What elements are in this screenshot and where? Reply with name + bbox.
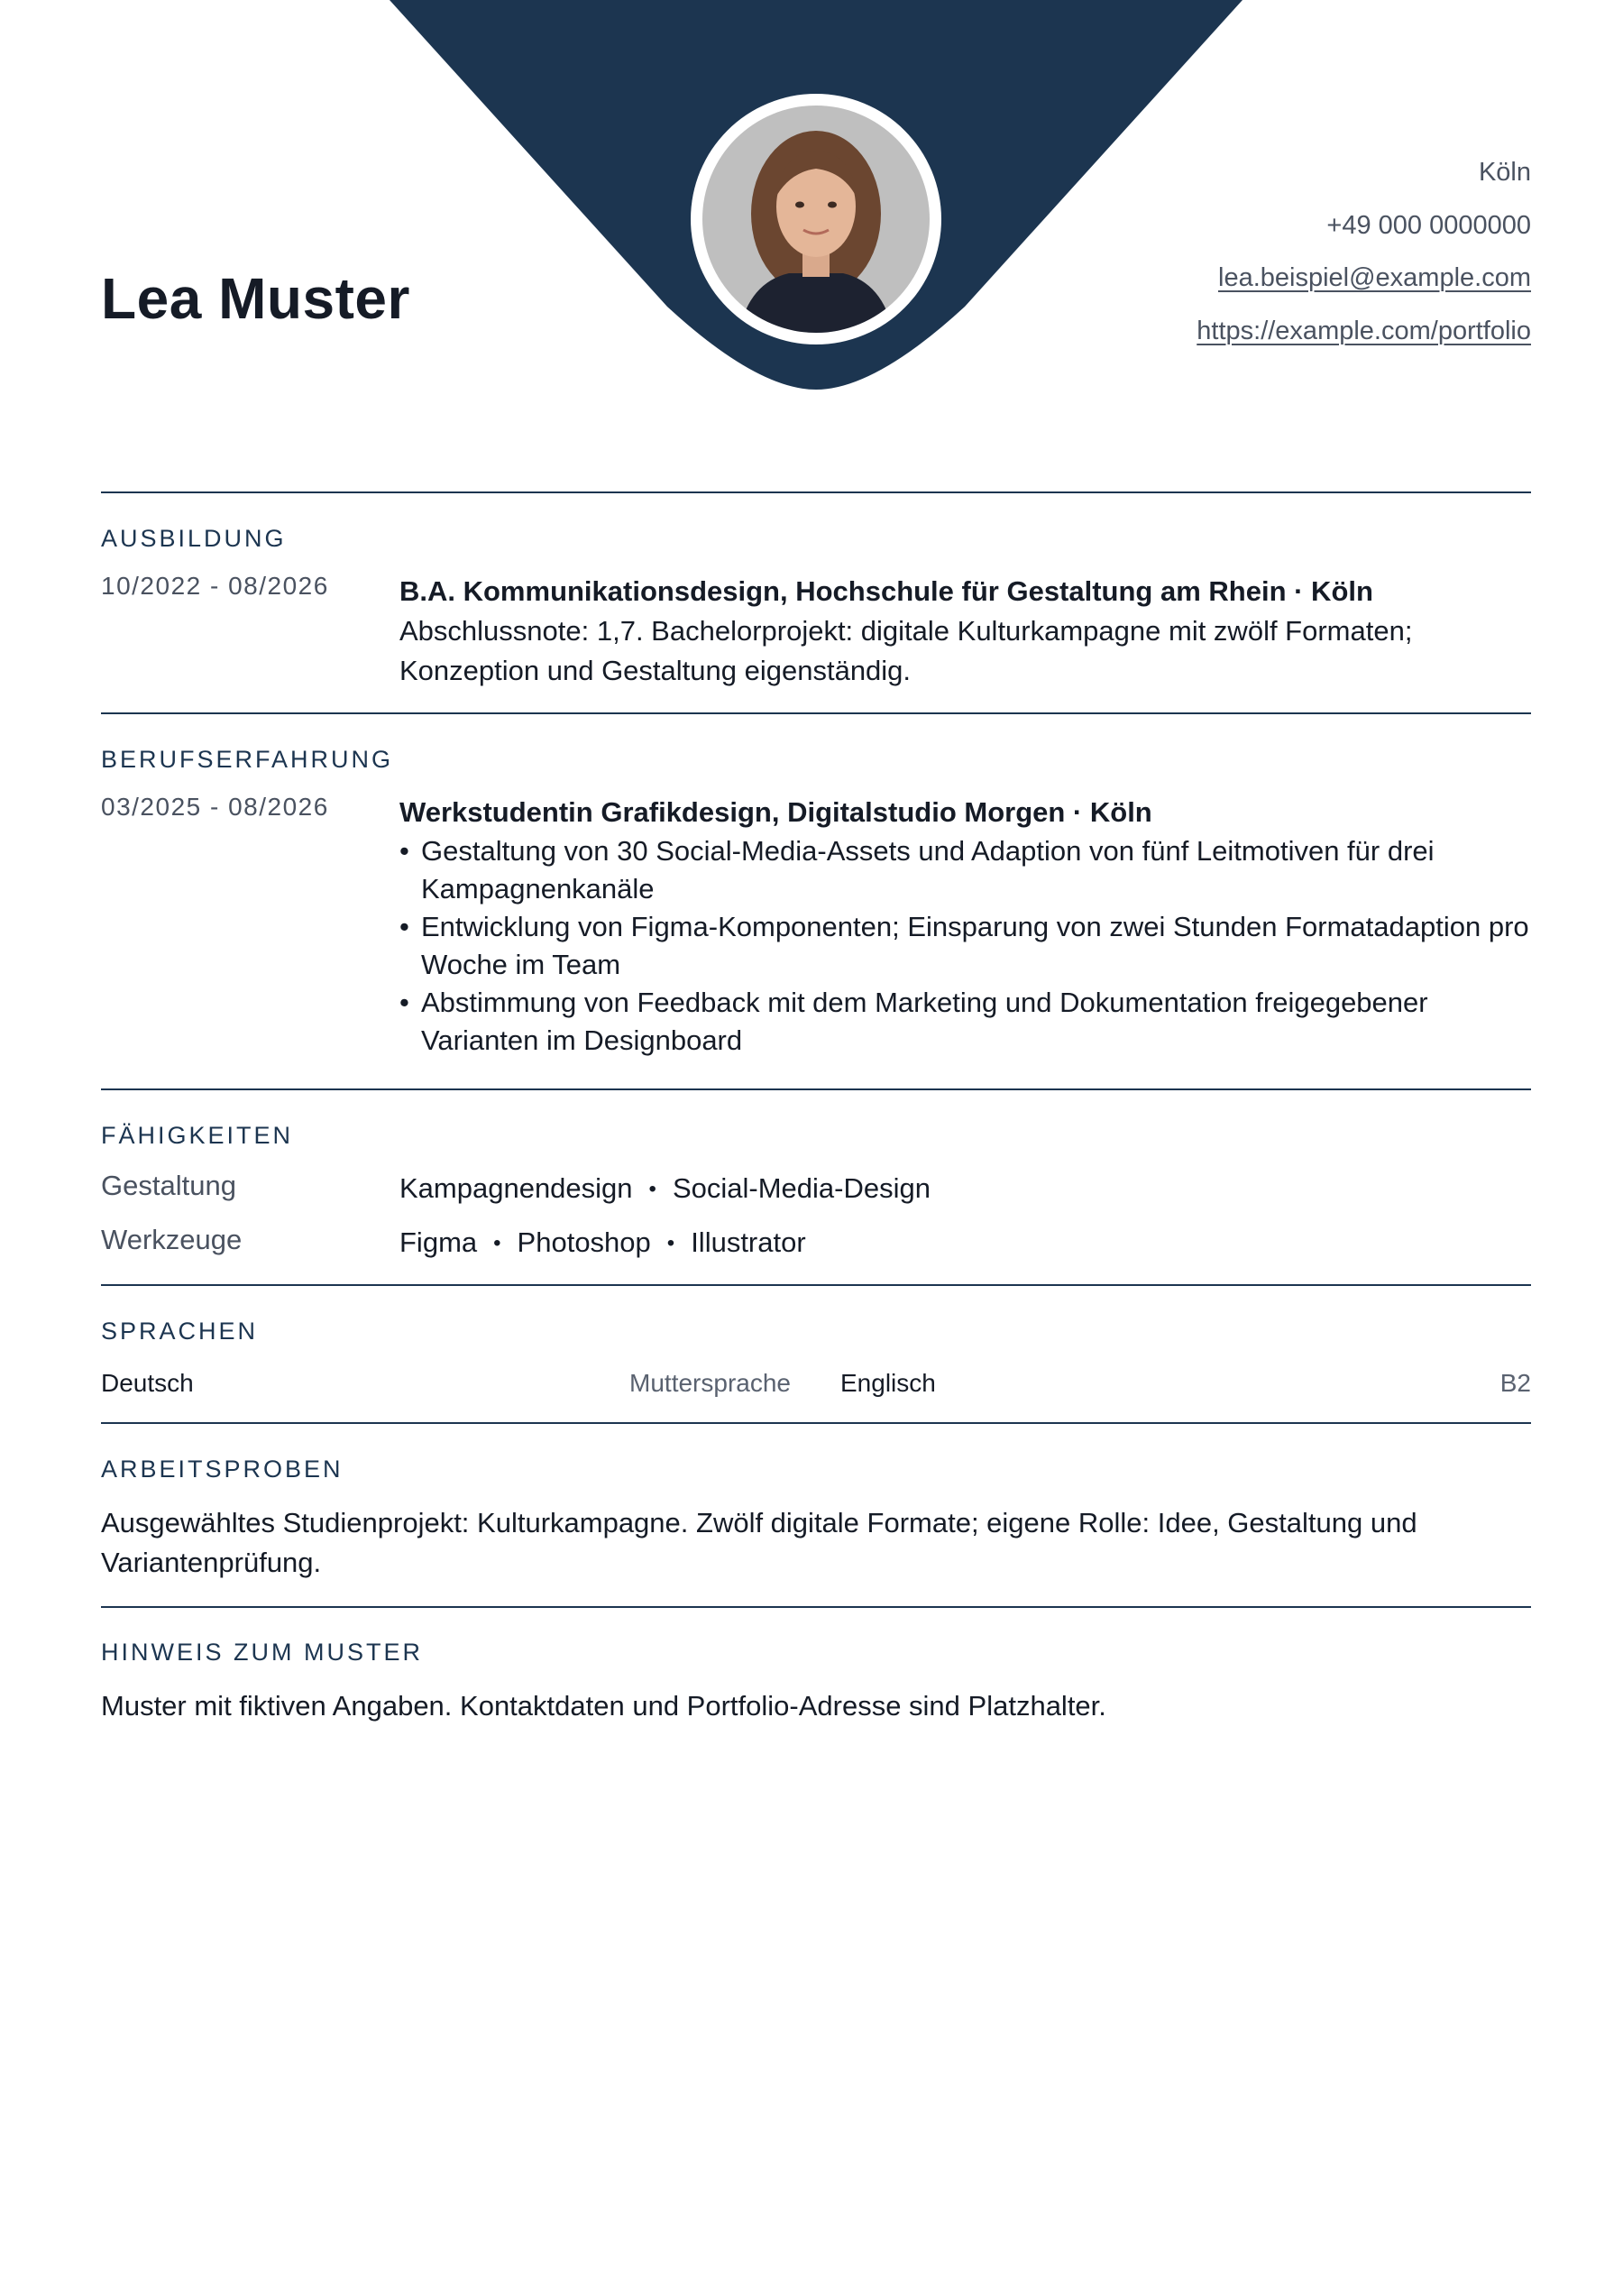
section-divider	[101, 1422, 1531, 1424]
skill-item: Figma	[399, 1226, 478, 1258]
language-level: Muttersprache	[629, 1369, 791, 1397]
section-title-work-samples: ARBEITSPROBEN	[101, 1456, 344, 1483]
skill-item: Illustrator	[691, 1226, 806, 1258]
skill-items-design	[399, 1172, 931, 1205]
experience-bullet-list	[399, 832, 1531, 1060]
profile-photo-frame	[691, 94, 941, 344]
language-level: B2	[1499, 1369, 1531, 1397]
experience-date: 03/2025 - 08/2026	[101, 793, 329, 821]
bullet-separator: •	[666, 1231, 675, 1255]
contact-portfolio-link[interactable]: https://example.com/portfolio	[1197, 316, 1531, 345]
section-divider	[101, 712, 1531, 714]
section-title-skills: FÄHIGKEITEN	[101, 1122, 294, 1149]
bullet-separator: •	[648, 1177, 656, 1201]
experience-entry-title: Werkstudentin Grafikdesign, Digitalstudio Morgen · Köln	[399, 796, 1152, 828]
education-entry	[399, 572, 1531, 691]
education-entry-description: Abschlussnote: 1,7. Bachelorprojekt: digitale Kulturkampagne mit zwölf Formaten; Konzeption und Gestaltung eigenständig.	[399, 615, 1413, 686]
experience-bullet: • Entwicklung von Figma-Komponenten; Einsparung von zwei Stunden Formatadaption pro Woche im Team	[399, 908, 1531, 984]
contact-phone: +49 000 0000000	[1326, 210, 1531, 240]
experience-entry	[399, 793, 1531, 1060]
work-samples-text: Ausgewähltes Studienprojekt: Kulturkampagne. Zwölf digitale Formate; eigene Rolle: Idee, Gestaltung und Variantenprüfung.	[101, 1507, 1417, 1578]
skill-item: Photoshop	[517, 1226, 651, 1258]
section-title-note: HINWEIS ZUM MUSTER	[101, 1639, 423, 1666]
education-entry-title: B.A. Kommunikationsdesign, Hochschule für Gestaltung am Rhein · Köln	[399, 575, 1373, 607]
note-text: Muster mit fiktiven Angaben. Kontaktdaten und Portfolio-Adresse sind Platzhalter.	[101, 1690, 1106, 1722]
section-divider	[101, 1088, 1531, 1090]
skill-label-design: Gestaltung	[101, 1170, 236, 1201]
skill-label-tools: Werkzeuge	[101, 1224, 243, 1255]
language-name: Deutsch	[101, 1369, 194, 1397]
section-title-education: AUSBILDUNG	[101, 525, 287, 552]
skill-item: Kampagnendesign	[399, 1172, 633, 1204]
bullet-separator: •	[493, 1231, 501, 1255]
section-divider	[101, 1606, 1531, 1608]
experience-bullet: • Gestaltung von 30 Social-Media-Assets und Adaption von fünf Leitmotiven für drei Kampagnenkanäle	[399, 832, 1531, 908]
experience-bullet: • Abstimmung von Feedback mit dem Marketing und Dokumentation freigegebener Varianten im Designboard	[399, 984, 1531, 1060]
contact-email-link[interactable]: lea.beispiel@example.com	[1218, 263, 1531, 293]
contact-city: Köln	[1478, 158, 1531, 187]
education-date: 10/2022 - 08/2026	[101, 572, 329, 600]
candidate-name: Lea Muster	[101, 266, 410, 331]
section-title-languages: SPRACHEN	[101, 1318, 259, 1345]
language-name: Englisch	[840, 1369, 936, 1397]
profile-photo	[702, 106, 930, 333]
contact-block	[1197, 146, 1531, 357]
skill-items-tools	[399, 1226, 806, 1259]
section-title-experience: BERUFSERFAHRUNG	[101, 746, 394, 773]
skill-item: Social-Media-Design	[672, 1172, 931, 1204]
section-divider	[101, 1284, 1531, 1286]
section-divider	[101, 491, 1531, 493]
